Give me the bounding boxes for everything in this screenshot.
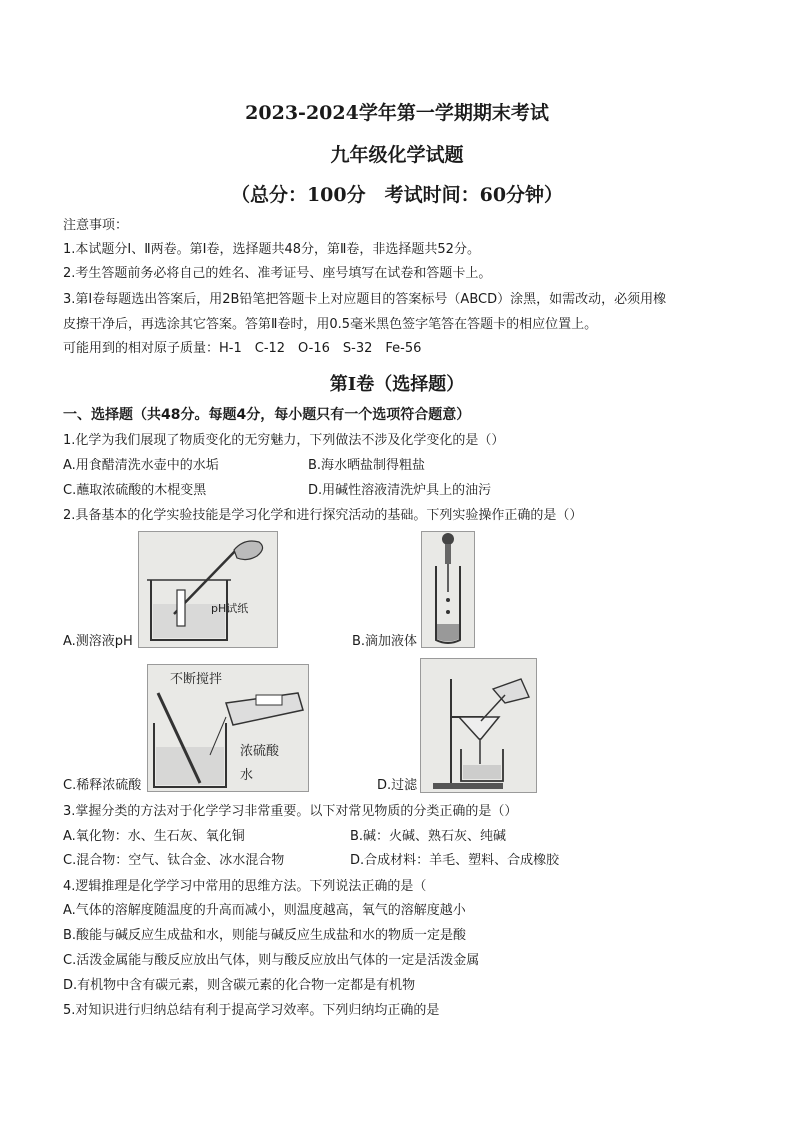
- q2-stem: 2.具备基本的化学实验技能是学习化学和进行探究活动的基础。下列实验操作正确的是（）: [63, 508, 583, 523]
- exam-subtitle: 九年级化学试题: [330, 144, 464, 166]
- q2-option-c: C.稀释浓硫酸: [63, 778, 142, 793]
- notice-item-1: 1.本试题分Ⅰ、Ⅱ两卷。第Ⅰ卷，选择题共48分，第Ⅱ卷，非选择题共52分。: [63, 242, 480, 257]
- q3-option-b: B.碱：火碱、熟石灰、纯碱: [350, 829, 507, 844]
- water-label: 水: [240, 768, 254, 783]
- q4-option-a: A.气体的溶解度随温度的升高而减小，则温度越高，氧气的溶解度越小: [63, 903, 466, 918]
- exam-title: 2023-2024学年第一学期期末考试: [245, 102, 549, 124]
- q2-option-a: A.测溶液pH: [63, 634, 133, 649]
- q4-option-d: D.有机物中含有碳元素，则含碳元素的化合物一定都是有机物: [63, 978, 416, 993]
- ph-paper-label: pH试纸: [211, 602, 249, 615]
- q3-stem: 3.掌握分类的方法对于化学学习非常重要。以下对常见物质的分类正确的是（）: [63, 804, 518, 819]
- q1-stem: 1.化学为我们展现了物质变化的无穷魅力，下列做法不涉及化学变化的是（）: [63, 433, 505, 448]
- filtration-figure: [420, 658, 537, 793]
- q4-stem: 4.逻辑推理是化学学习中常用的思维方法。下列说法正确的是（: [63, 879, 427, 894]
- part-heading: 一、选择题（共48分。每题4分，每小题只有一个选项符合题意）: [63, 407, 471, 423]
- q4-option-c: C.活泼金属能与酸反应放出气体，则与酸反应放出气体的一定是活泼金属: [63, 953, 480, 968]
- q5-stem: 5.对知识进行归纳总结有利于提高学习效率。下列归纳均正确的是: [63, 1003, 440, 1018]
- q4-option-b: B.酸能与碱反应生成盐和水，则能与碱反应生成盐和水的物质一定是酸: [63, 928, 467, 943]
- q2-option-d: D.过滤: [377, 778, 418, 793]
- q3-option-a: A.氧化物：水、生石灰、氧化铜: [63, 829, 245, 844]
- dilution-figure: [147, 664, 309, 792]
- notice-item-3-line-2: 皮擦干净后，再选涂其它答案。答第Ⅱ卷时，用0.5毫米黑色签字笔答在答题卡的相应位置上。: [63, 317, 598, 332]
- section-title: 第Ⅰ卷（选择题）: [329, 374, 465, 395]
- q2-option-b: B.滴加液体: [352, 634, 418, 649]
- q1-option-d: D.用碱性溶液清洗炉具上的油污: [308, 483, 492, 498]
- ph-test-figure: [138, 531, 278, 648]
- q1-option-b: B.海水晒盐制得粗盐: [308, 458, 426, 473]
- q1-option-a: A.用食醋清洗水壶中的水垢: [63, 458, 219, 473]
- q3-option-c: C.混合物：空气、钛合金、冰水混合物: [63, 853, 285, 868]
- atomic-masses: 可能用到的相对原子质量：H-1 C-12 O-16 S-32 Fe-56: [63, 341, 422, 356]
- notice-item-3-line-1: 3.第Ⅰ卷每题选出答案后，用2B铅笔把答题卡上对应题目的答案标号（ABCD）涂黑，如需改动，必须用橡: [63, 292, 667, 307]
- acid-label: 浓硫酸: [240, 744, 280, 759]
- score-time: （总分：100分 考试时间：60分钟）: [230, 184, 564, 206]
- stir-label: 不断搅拌: [170, 672, 223, 687]
- dropper-figure: [421, 531, 475, 648]
- notice-heading: 注意事项：: [63, 218, 129, 233]
- q1-option-c: C.蘸取浓硫酸的木棍变黑: [63, 483, 207, 498]
- notice-item-2: 2.考生答题前务必将自己的姓名、准考证号、座号填写在试卷和答题卡上。: [63, 266, 492, 281]
- q3-option-d: D.合成材料：羊毛、塑料、合成橡胶: [350, 853, 560, 868]
